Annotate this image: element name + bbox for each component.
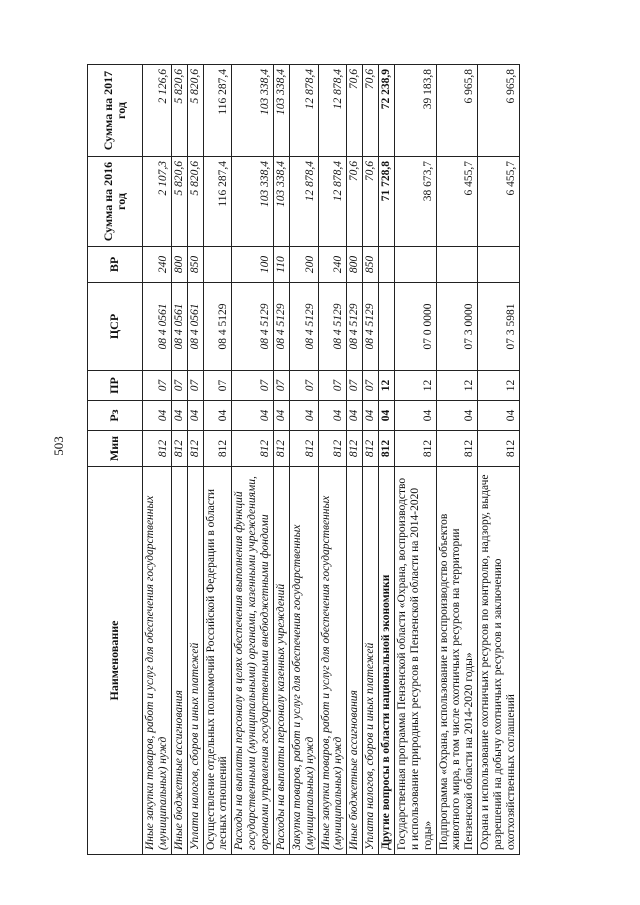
cell-min: 812 [171,431,187,467]
cell-vr: 200 [289,247,318,283]
cell-csr: 08 4 5129 [232,283,274,371]
cell-name: Иные закупки товаров, работ и услуг для обеспечения государственных (муниципальных) нужд [143,467,172,855]
header-name: Наименование [88,467,143,855]
cell-csr: 07 0 0000 [394,283,436,371]
cell-vr: 850 [363,247,379,283]
header-rz: Рз [88,401,143,431]
cell-min: 812 [232,431,274,467]
header-pr: ПР [88,371,143,401]
table-row [436,65,478,855]
cell-sum-2016: 5 820,6 [171,157,187,247]
cell-pr: 12 [379,371,395,401]
cell-rz: 04 [347,401,363,431]
rotated-table-wrapper [87,65,549,855]
page-number: 503 [51,436,66,456]
cell-sum-2017: 103 338,4 [232,65,274,157]
table-row [379,65,395,855]
cell-csr: 08 4 0561 [143,283,172,371]
cell-min: 812 [436,431,478,467]
cell-min: 812 [203,431,232,467]
cell-name: Иные бюджетные ассигнования [347,467,363,855]
cell-min: 812 [289,431,318,467]
header-min: Мин [88,431,143,467]
cell-pr: 07 [273,371,289,401]
cell-min: 812 [187,431,203,467]
header-sum-2016: Сумма на 2016 год [88,157,143,247]
cell-vr: 100 [232,247,274,283]
cell-vr: 800 [171,247,187,283]
table-row [171,65,187,855]
cell-sum-2016: 2 107,3 [143,157,172,247]
cell-vr: 240 [318,247,347,283]
cell-vr: 110 [273,247,289,283]
table-row [478,65,520,855]
cell-name: Уплата налогов, сборов и иных платежей [363,467,379,855]
cell-rz: 04 [143,401,172,431]
cell-sum-2017: 2 126,6 [143,65,172,157]
cell-name: Уплата налогов, сборов и иных платежей [187,467,203,855]
cell-pr: 07 [347,371,363,401]
cell-name: Другие вопросы в области национальной экономики [379,467,395,855]
cell-sum-2016: 70,6 [363,157,379,247]
cell-csr: 08 4 5129 [273,283,289,371]
cell-rz: 04 [436,401,478,431]
cell-rz: 04 [171,401,187,431]
table-row [289,65,318,855]
table-row [232,65,274,855]
cell-pr: 07 [363,371,379,401]
cell-sum-2017: 70,6 [363,65,379,157]
cell-csr: 07 3 5981 [478,283,520,371]
cell-pr: 07 [171,371,187,401]
cell-vr [478,247,520,283]
cell-name: Иные бюджетные ассигнования [171,467,187,855]
table-header-row [88,65,143,855]
cell-rz: 04 [318,401,347,431]
cell-csr: 08 4 0561 [187,283,203,371]
cell-rz: 04 [273,401,289,431]
cell-rz: 04 [232,401,274,431]
cell-vr [394,247,436,283]
cell-sum-2017: 5 820,6 [187,65,203,157]
cell-name: Закупка товаров, работ и услуг для обеспечения государственных (муниципальных) нужд [289,467,318,855]
cell-sum-2016: 70,6 [347,157,363,247]
cell-rz: 04 [363,401,379,431]
cell-pr: 07 [203,371,232,401]
cell-vr [379,247,395,283]
cell-name: Осуществление отдельных полномочий Российской Федерации в области лесных отношений [203,467,232,855]
cell-rz: 04 [289,401,318,431]
table-body [143,65,520,855]
cell-min: 812 [347,431,363,467]
table-row [347,65,363,855]
header-vr: ВР [88,247,143,283]
table-row [143,65,172,855]
cell-csr: 08 4 5129 [289,283,318,371]
cell-name: Государственная программа Пензенской области «Охрана, воспроизводство и использование природных ресурсов в Пензенской области на 2014-2020 годы» [394,467,436,855]
table-row [318,65,347,855]
cell-min: 812 [379,431,395,467]
cell-sum-2016: 5 820,6 [187,157,203,247]
cell-min: 812 [143,431,172,467]
cell-vr: 240 [143,247,172,283]
cell-sum-2017: 12 878,4 [289,65,318,157]
cell-pr: 07 [187,371,203,401]
cell-pr: 12 [394,371,436,401]
cell-name: Охрана и использование охотничьих ресурсов по контролю, надзору, выдаче разрешений на добычу охотничьих ресурсов и заключению охотхозяйственных соглашений [478,467,520,855]
header-sum-2017: Сумма на 2017 год [88,65,143,157]
cell-sum-2016: 38 673,7 [394,157,436,247]
budget-table [87,64,520,855]
cell-sum-2016: 71 728,8 [379,157,395,247]
cell-rz: 04 [187,401,203,431]
cell-rz: 04 [394,401,436,431]
cell-pr: 12 [478,371,520,401]
cell-sum-2017: 6 965,8 [478,65,520,157]
cell-rz: 04 [478,401,520,431]
cell-sum-2016: 103 338,4 [273,157,289,247]
cell-name: Расходы на выплаты персоналу казенных учреждений [273,467,289,855]
cell-rz: 04 [379,401,395,431]
cell-pr: 12 [436,371,478,401]
cell-sum-2016: 12 878,4 [318,157,347,247]
table-row [187,65,203,855]
cell-sum-2016: 103 338,4 [232,157,274,247]
cell-csr: 08 4 5129 [363,283,379,371]
cell-min: 812 [273,431,289,467]
cell-csr: 08 4 5129 [318,283,347,371]
cell-name: Иные закупки товаров, работ и услуг для обеспечения государственных (муниципальных) нужд [318,467,347,855]
cell-sum-2017: 5 820,6 [171,65,187,157]
cell-pr: 07 [318,371,347,401]
header-csr: ЦСР [88,283,143,371]
cell-sum-2017: 70,6 [347,65,363,157]
cell-pr: 07 [289,371,318,401]
table-row [203,65,232,855]
table-row [363,65,379,855]
cell-min: 812 [363,431,379,467]
cell-min: 812 [318,431,347,467]
cell-pr: 07 [143,371,172,401]
cell-min: 812 [478,431,520,467]
cell-csr: 08 4 5129 [347,283,363,371]
cell-pr: 07 [232,371,274,401]
cell-sum-2016: 6 455,7 [478,157,520,247]
cell-sum-2017: 39 183,8 [394,65,436,157]
cell-csr: 08 4 0561 [171,283,187,371]
cell-name: Подпрограмма «Охрана, использование и воспроизводство объектов животного мира, в том числе охотничьих ресурсов на территории Пензенской области на 2014-2020 годы» [436,467,478,855]
cell-sum-2017: 6 965,8 [436,65,478,157]
cell-csr: 07 3 0000 [436,283,478,371]
cell-sum-2017: 12 878,4 [318,65,347,157]
cell-csr: 08 4 5129 [203,283,232,371]
cell-sum-2016: 116 287,4 [203,157,232,247]
cell-vr [203,247,232,283]
cell-vr [436,247,478,283]
cell-rz: 04 [203,401,232,431]
cell-sum-2017: 103 338,4 [273,65,289,157]
cell-vr: 850 [187,247,203,283]
cell-vr: 800 [347,247,363,283]
cell-sum-2017: 72 238,9 [379,65,395,157]
cell-sum-2016: 6 455,7 [436,157,478,247]
cell-csr [379,283,395,371]
cell-sum-2016: 12 878,4 [289,157,318,247]
cell-sum-2017: 116 287,4 [203,65,232,157]
table-row [394,65,436,855]
table-row [273,65,289,855]
cell-min: 812 [394,431,436,467]
cell-name: Расходы на выплаты персоналу в целях обеспечения выполнения функций государственными (муниципальными) органами, казенными учреждениями, органами управления государственными внебюджетными фондами [232,467,274,855]
